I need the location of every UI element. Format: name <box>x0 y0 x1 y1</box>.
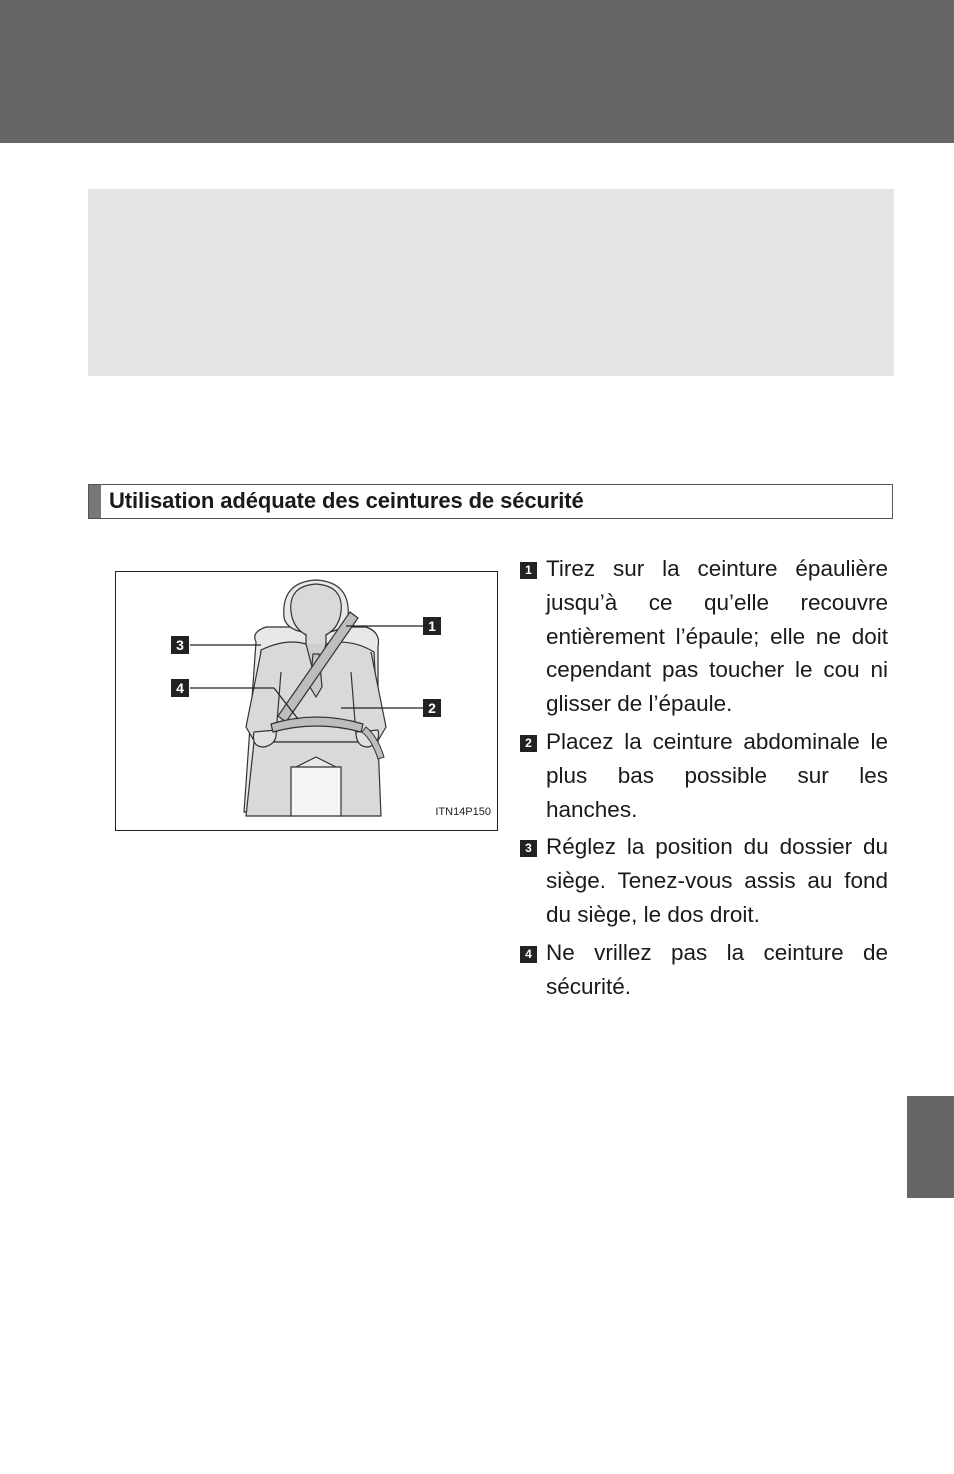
figure-code: ITN14P150 <box>435 806 491 818</box>
step-number-badge: 1 <box>520 562 537 579</box>
step-number-badge: 4 <box>520 946 537 963</box>
info-box <box>88 189 894 376</box>
callout-1: 1 <box>423 617 441 635</box>
heading-accent-bar <box>89 485 101 518</box>
instruction-steps <box>518 552 888 1007</box>
callout-4: 4 <box>171 679 189 697</box>
seatbelt-figure <box>115 571 498 831</box>
step-text: Ne vrillez pas la ceinture de sécurité. <box>546 939 888 999</box>
step-text: Placez la ceinture abdominale le plus bas possible sur les hanches. <box>546 728 888 822</box>
section-title: Utilisation adéquate des ceintures de sécurité <box>109 488 584 513</box>
step-number-badge: 3 <box>520 840 537 857</box>
step-text: Réglez la position du dossier du siège. Tenez-vous assis au fond du siège, le dos droit. <box>546 834 888 927</box>
header-bar <box>0 0 954 143</box>
step-item <box>518 725 888 826</box>
step-item <box>518 830 888 931</box>
step-text: Tirez sur la ceinture épaulière jusqu’à ce qu’elle recouvre entièrement l’épaule; elle ne doit cependant pas toucher le cou ni glisser de l’épaule. <box>546 556 888 717</box>
step-number-badge: 2 <box>520 735 537 752</box>
step-item <box>518 552 888 721</box>
step-item <box>518 936 888 1004</box>
callout-2: 2 <box>423 699 441 717</box>
section-heading <box>88 484 893 519</box>
chapter-side-tab <box>907 1096 954 1198</box>
callout-3: 3 <box>171 636 189 654</box>
